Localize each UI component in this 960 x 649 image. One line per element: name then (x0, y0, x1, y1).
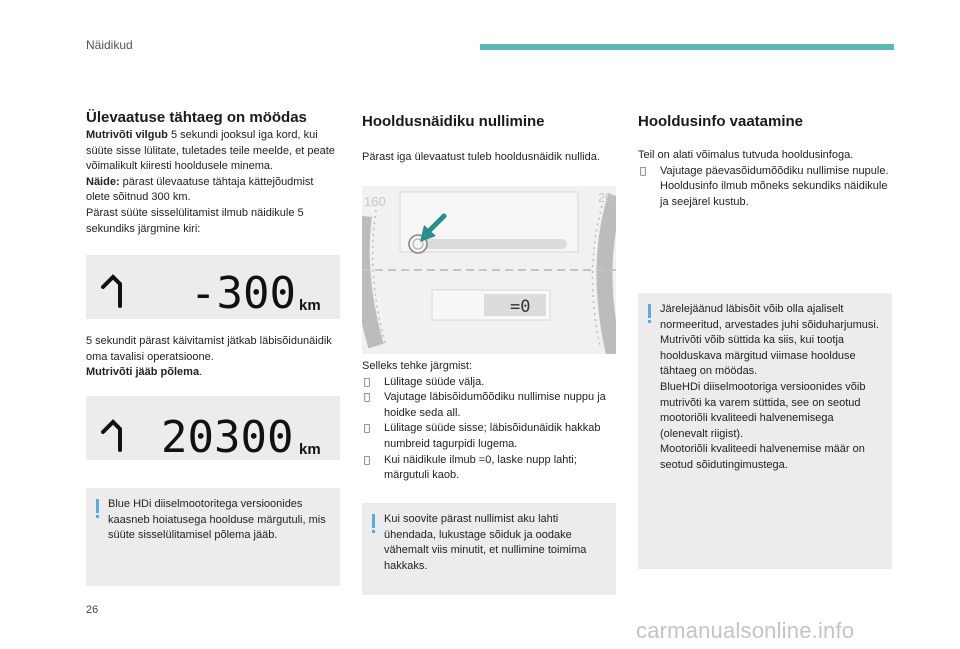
page-number: 26 (86, 604, 99, 616)
note-battery (362, 503, 616, 595)
odometer-value: -300 (190, 268, 296, 319)
column-view-info (638, 108, 892, 210)
overdue-paragraph-1: Mutrivõti vilgub 5 sekundi jooksul iga kord, kui süüte sisse lülitate, tuletades teile meelde, et peate võimalikult kiiresti hooldusele minema. (86, 129, 335, 173)
wrench-icon (103, 422, 120, 450)
note-line: Mootoriõli kvaliteedi halvenemise määr on seotud sõidutingimustega. (660, 443, 865, 471)
reset-steps-block (362, 359, 616, 484)
gauge-right (592, 196, 616, 354)
reset-steps-intro: Selleks tehke järgmist: (362, 360, 473, 372)
instrument-cluster-illustration (362, 186, 616, 354)
note-line: BlueHDi diiselmootoriga versioonides võib mutrivõti ka varem süttida, see on seotud mootoriõli kvaliteedi halvenemisega (olenevalt riigist). (660, 380, 866, 440)
overdue-paragraph-5: Mutrivõti jääb põlema. (86, 366, 203, 379)
gauge-left-number: 160 (364, 194, 386, 209)
odometer-display-overdue (86, 255, 340, 319)
note-remaining-mileage (638, 293, 892, 569)
odometer-value: 20300 (161, 412, 294, 460)
list-item: Lülitage süüde välja. (384, 375, 485, 388)
reset-title: Hooldusnäidiku nullimine (362, 113, 545, 130)
odometer-unit: km (299, 441, 321, 458)
wrench-icon (103, 277, 120, 306)
reset-steps-list (362, 375, 616, 484)
overdue-example: Näide: pärast ülevaatuse tähtaja kättejõudmist olete sõitnud 300 km. (86, 175, 314, 204)
reset-readout: =0 (510, 297, 531, 317)
list-item: Vajutage läbisõidumõõdiku nullimise nuppu ja hoidke seda all. (384, 391, 606, 419)
list-item: Lülitage süüde sisse; läbisõidunäidik hakkab numbreid tagurpidi lugema. (384, 422, 601, 450)
watermark: carmanualsonline.info (636, 618, 855, 643)
list-item: Kui näidikule ilmub =0, laske nupp lahti; märgutuli kaob. (384, 453, 577, 482)
info-icon (96, 499, 99, 513)
overdue-title: Ülevaatuse tähtaeg on möödas (86, 109, 307, 126)
note-bluehdi-text: Blue HDi diiselmootoritega versioonides kaasneb hoiatusega hoolduse märgutuli, mis süüte sisselülitamisel põlema jääb. (108, 498, 326, 542)
info-icon (372, 514, 375, 528)
odometer-unit: km (299, 297, 321, 314)
view-info-steps (638, 164, 892, 211)
section-label: Näidikud (86, 38, 133, 52)
reset-intro: Pärast iga ülevaatust tuleb hooldusnäidik nullida. (362, 151, 600, 163)
note-line: Järelejäänud läbisõit võib olla ajaliselt normeeritud, arvestades juhi sõiduharjumusi. (660, 303, 879, 331)
view-info-intro: Teil on alati võimalus tutvuda hooldusinfoga. (638, 149, 854, 161)
gauge-right-number: 20 (598, 190, 613, 205)
overdue-paragraph-3: Pärast süüte sisselülitamist ilmub näidikule 5 sekundiks järgmine kiri: (86, 206, 304, 235)
column-overdue (86, 108, 340, 237)
gauge-left (362, 210, 386, 346)
column-reset (362, 108, 616, 166)
note-line: Mutrivõti võib süttida ka siis, kui tootja hoolduskava märgitud viimase hoolduse tähtaeg on möödas. (660, 334, 856, 378)
header-accent-bar (480, 44, 894, 50)
view-info-title: Hooldusinfo vaatamine (638, 113, 804, 130)
overdue-paragraph-4: 5 sekundit pärast käivitamist jätkab läbisõidunäidik oma tavalisi operatsioone. (86, 335, 332, 363)
column-overdue-cont (86, 334, 340, 381)
info-icon (648, 304, 651, 318)
list-item: Vajutage päevasõidumõõdiku nullimise nupule. Hooldusinfo ilmub mõneks sekundiks näidikule ja seejärel kustub. (660, 164, 889, 208)
note-battery-text: Kui soovite pärast nullimist aku lahti ühendada, lukustage sõiduk ja oodake vähemalt viis minutit, et nullimine toimima hakkaks. (384, 513, 587, 572)
odometer-display-normal (86, 396, 340, 460)
note-bluehdi (86, 488, 340, 586)
